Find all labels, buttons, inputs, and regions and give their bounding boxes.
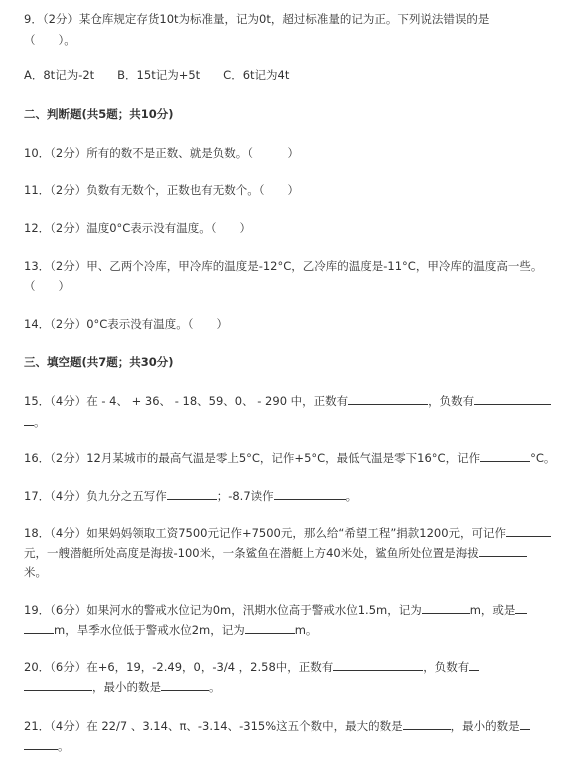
q13-stem-line2: （ ） — [24, 279, 70, 293]
q15-part1: 15．（4分）在 - 4、 + 36、 - 18、59、0、 - 290 中，正数有 — [24, 394, 349, 408]
q21-line2 — [24, 738, 70, 753]
q9-stem-line1: 9．（2分）某仓库规定存货10t为标准量，记为0t，超过标准量的记为正。下列说法错误的是 — [24, 12, 490, 26]
q19-blank-drought[interactable] — [245, 622, 295, 634]
q16-blank[interactable] — [480, 450, 530, 462]
q21-end: 。 — [58, 739, 70, 753]
q16-part1: 16．（2分）12月某城市的最高气温是零上5°C，记作+5°C，最低气温是零下16°C，记作 — [24, 451, 481, 465]
q19-blank-flood[interactable] — [422, 602, 470, 614]
q19-line1 — [24, 602, 527, 617]
q19-part1: 19．（6分）如果河水的警戒水位记为0m，汛期水位高于警戒水位1.5m，记为 — [24, 603, 422, 617]
q15-blank-negative[interactable] — [474, 393, 551, 405]
q20-part4: 。 — [209, 680, 221, 694]
q20-line1 — [24, 659, 479, 674]
section-2-title: 二、判断题(共5题；共10分) — [24, 107, 174, 121]
section-3-title: 三、填空题(共7题；共30分) — [24, 355, 174, 369]
q20-blank-smallest[interactable] — [161, 679, 209, 691]
q18-line2 — [24, 545, 527, 560]
q20-blank-negative-cont[interactable] — [24, 679, 92, 691]
q18-line3: 米。 — [24, 565, 47, 579]
q9-options: A．8t记为-2t B．15t记为+5t C．6t记为4t — [24, 68, 290, 82]
q13-stem-line1: 13．（2分）甲、乙两个冷库，甲冷库的温度是-12°C，乙冷库的温度是-11°C，甲冷库的温度高一些。 — [24, 259, 543, 273]
q20-part2: ，负数有 — [423, 660, 470, 674]
q21-blank-largest[interactable] — [403, 718, 451, 730]
q21-blank-smallest[interactable] — [520, 718, 530, 730]
q17-part2: ；-8.7读作 — [216, 489, 274, 503]
q15-line1 — [24, 393, 551, 408]
q21-blank-smallest-cont[interactable] — [24, 738, 58, 750]
q17-blank-read[interactable] — [274, 488, 346, 500]
q19-line2 — [24, 622, 317, 637]
q20-blank-positive[interactable] — [333, 659, 423, 671]
q18-part1: 18．（4分）如果妈妈领取工资7500元记作+7500元，那么给“希望工程”捐款1200元，可记作 — [24, 526, 507, 540]
q20-part3: ，最小的数是 — [92, 680, 161, 694]
q19-part3: m，旱季水位低于警戒水位2m，记为 — [54, 623, 245, 637]
q15-blank-negative-cont[interactable] — [24, 414, 34, 426]
q11-text: 11．（2分）负数有无数个，正数也有无数个。（ ） — [24, 183, 299, 197]
q14-text: 14．（2分）0°C表示没有温度。（ ） — [24, 317, 229, 331]
q19-blank-alt[interactable] — [515, 602, 527, 614]
q16-part2: °C。 — [530, 451, 556, 465]
q18-blank-donation[interactable] — [506, 525, 551, 537]
q15-blank-positive[interactable] — [348, 393, 428, 405]
q21-part1: 21．（4分）在 22/7 、3.14、π、-3.14、-315%这五个数中，最大的数是 — [24, 719, 403, 733]
q17-part1: 17．（4分）负九分之五写作 — [24, 489, 167, 503]
q15-part2: ，负数有 — [428, 394, 475, 408]
q21-part2: ，最小的数是 — [450, 719, 520, 733]
q21-line1 — [24, 718, 530, 733]
q19-blank-alt-cont[interactable] — [24, 622, 54, 634]
q18-blank-shark[interactable] — [479, 545, 527, 557]
q9-stem-line2: （ ）。 — [24, 33, 76, 47]
q20-part1: 20．（6分）在+6，19，-2.49，0，-3/4 ，2.58中，正数有 — [24, 660, 334, 674]
q18-part2: 元，一艘潜艇所处高度是海拔-100米，一条鲨鱼在潜艇上方40米处，鲨鱼所处位置是海拔 — [24, 546, 479, 560]
q19-part4: m。 — [294, 623, 318, 637]
q17-part3: 。 — [345, 489, 358, 503]
q10-text: 10．（2分）所有的数不是正数、就是负数。（ ） — [24, 146, 299, 160]
q20-blank-negative[interactable] — [469, 659, 479, 671]
q18-line1 — [24, 525, 551, 540]
q20-line2 — [24, 679, 221, 694]
q16-line — [24, 450, 555, 465]
q15-line2 — [24, 414, 46, 429]
q17-line — [24, 488, 357, 503]
q19-part2: m，或是 — [469, 603, 516, 617]
q12-text: 12．（2分）温度0°C表示没有温度。（ ） — [24, 221, 252, 235]
q17-blank-write[interactable] — [167, 488, 217, 500]
q15-end: 。 — [34, 415, 46, 429]
